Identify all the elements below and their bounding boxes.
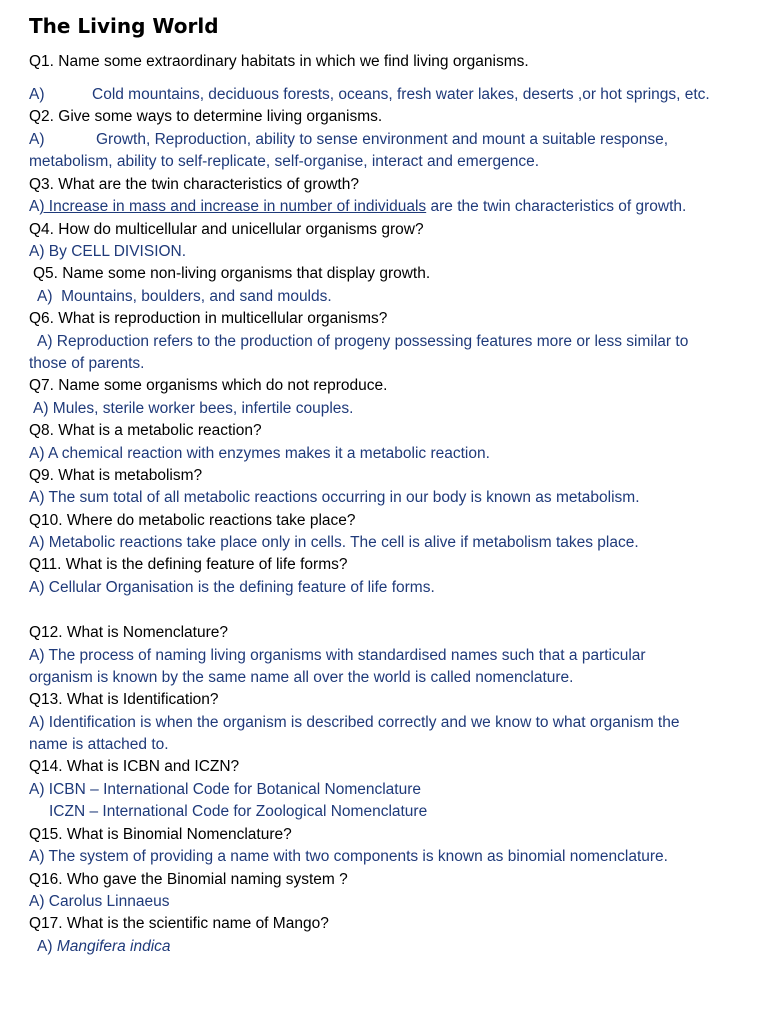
answer-13-line-2: name is attached to. bbox=[29, 736, 169, 753]
question-15: Q15. What is Binomial Nomenclature? bbox=[29, 826, 292, 843]
answer-6-line-2: those of parents. bbox=[29, 355, 145, 372]
answer-11: A) Cellular Organisation is the defining feature of life forms. bbox=[29, 579, 435, 596]
answer-text: Cold mountains, deciduous forests, oceans, fresh water lakes, deserts ,or hot springs, etc. bbox=[92, 86, 710, 103]
question-14: Q14. What is ICBN and ICZN? bbox=[29, 758, 240, 775]
question-5: Q5. Name some non-living organisms that display growth. bbox=[33, 265, 431, 282]
answer-13-line-1: A) Identification is when the organism is described correctly and we know to what organism the bbox=[29, 714, 680, 731]
question-17: Q17. What is the scientific name of Mango? bbox=[29, 915, 329, 932]
answer-12-line-1: A) The process of naming living organisms with standardised names such that a particular bbox=[29, 647, 646, 664]
answer-17 bbox=[37, 937, 171, 957]
page-title: The Living World bbox=[29, 14, 219, 38]
answer-4: A) By CELL DIVISION. bbox=[29, 243, 187, 260]
question-6: Q6. What is reproduction in multicellular organisms? bbox=[29, 310, 388, 327]
answer-text: Mountains, boulders, and sand moulds. bbox=[61, 288, 332, 305]
question-9: Q9. What is metabolism? bbox=[29, 467, 203, 484]
question-13: Q13. What is Identification? bbox=[29, 691, 219, 708]
answer-2-line-2: metabolism, ability to self-replicate, self-organise, interact and emergence. bbox=[29, 153, 540, 170]
question-2: Q2. Give some ways to determine living organisms. bbox=[29, 108, 383, 125]
question-10: Q10. Where do metabolic reactions take place? bbox=[29, 512, 356, 529]
answer-9: A) The sum total of all metabolic reactions occurring in our body is known as metabolism. bbox=[29, 489, 640, 506]
answer-prefix: A) bbox=[29, 86, 45, 103]
question-12: Q12. What is Nomenclature? bbox=[29, 624, 229, 641]
answer-1 bbox=[29, 85, 710, 105]
answer-prefix: A bbox=[29, 198, 40, 215]
answer-16: A) Carolus Linnaeus bbox=[29, 893, 170, 910]
question-8: Q8. What is a metabolic reaction? bbox=[29, 422, 262, 439]
answer-text: Growth, Reproduction, ability to sense environment and mount a suitable response, bbox=[96, 131, 669, 148]
answer-5 bbox=[37, 287, 332, 307]
answer-prefix: A) bbox=[29, 131, 45, 148]
question-16: Q16. Who gave the Binomial naming system ? bbox=[29, 871, 348, 888]
question-1: Q1. Name some extraordinary habitats in which we find living organisms. bbox=[29, 53, 529, 70]
answer-6-line-1: A) Reproduction refers to the production of progeny possessing features more or less similar to bbox=[37, 333, 689, 350]
answer-7: A) Mules, sterile worker bees, infertile couples. bbox=[33, 400, 354, 417]
question-11: Q11. What is the defining feature of life forms? bbox=[29, 556, 348, 573]
question-7: Q7. Name some organisms which do not reproduce. bbox=[29, 377, 388, 394]
answer-prefix: A) bbox=[37, 938, 57, 955]
answer-3 bbox=[29, 197, 686, 217]
answer-8: A) A chemical reaction with enzymes makes it a metabolic reaction. bbox=[29, 445, 490, 462]
answer-12-line-2: organism is known by the same name all over the world is called nomenclature. bbox=[29, 669, 574, 686]
answer-14-line-2: ICZN – International Code for Zoological Nomenclature bbox=[49, 803, 428, 820]
underlined-text: ) Increase in mass and increase in number of individuals bbox=[39, 198, 427, 215]
question-3: Q3. What are the twin characteristics of growth? bbox=[29, 176, 359, 193]
answer-2-line-1 bbox=[29, 130, 668, 150]
question-4: Q4. How do multicellular and unicellular organisms grow? bbox=[29, 221, 424, 238]
answer-15: A) The system of providing a name with two components is known as binomial nomenclature. bbox=[29, 848, 668, 865]
scientific-name: Mangifera indica bbox=[56, 938, 171, 955]
answer-text: are the twin characteristics of growth. bbox=[426, 198, 687, 215]
answer-prefix: A) bbox=[37, 288, 53, 305]
answer-14-line-1: A) ICBN – International Code for Botanical Nomenclature bbox=[29, 781, 422, 798]
answer-10: A) Metabolic reactions take place only in cells. The cell is alive if metabolism takes place. bbox=[29, 534, 639, 551]
